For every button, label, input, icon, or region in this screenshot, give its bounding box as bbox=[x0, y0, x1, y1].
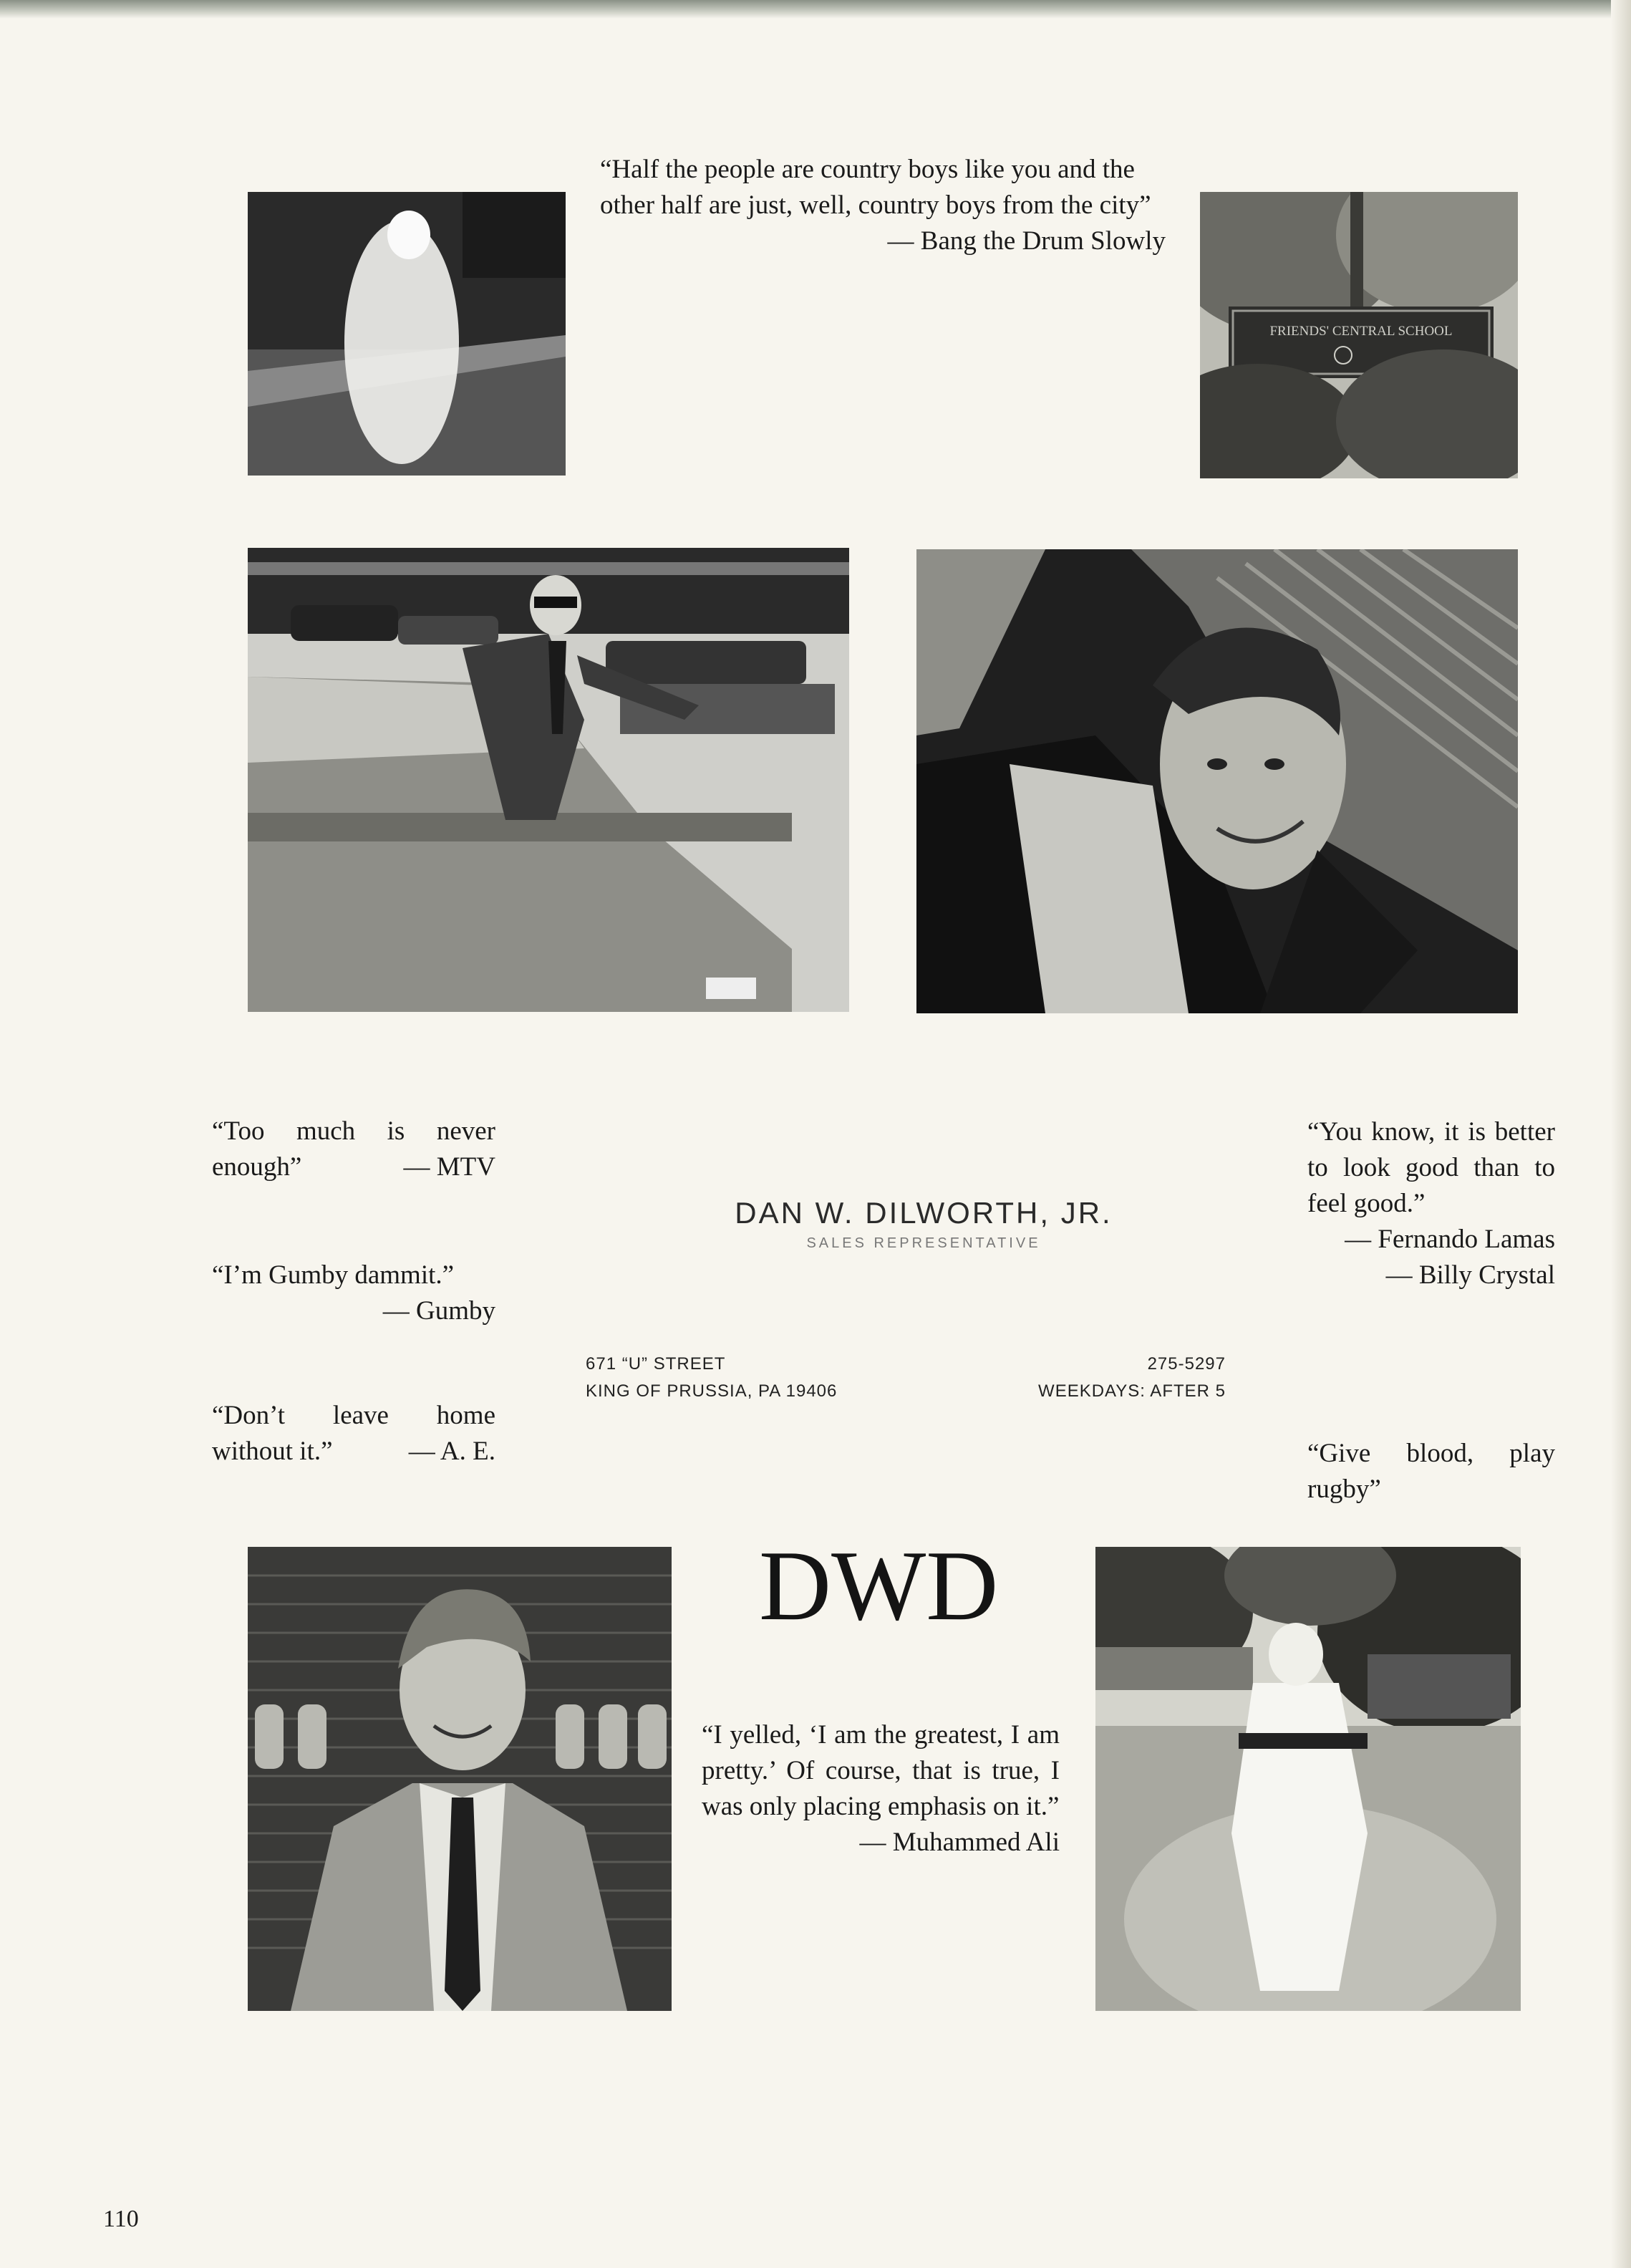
top-quote-attribution: — Bang the Drum Slowly bbox=[887, 226, 1166, 256]
right-quote-1-attribution-2: — Billy Crystal bbox=[1385, 1260, 1555, 1290]
business-card-contact bbox=[931, 1351, 1226, 1405]
left-quote-2 bbox=[212, 1258, 495, 1329]
business-card-hours: WEEKDAYS: AFTER 5 bbox=[1038, 1381, 1226, 1401]
business-card-phone: 275-5297 bbox=[1147, 1354, 1226, 1374]
left-quote-1-text: “Too much is never enough” bbox=[212, 1116, 495, 1182]
overexposed-person-photo bbox=[248, 192, 566, 476]
top-quote bbox=[600, 152, 1166, 259]
right-quote-1 bbox=[1307, 1114, 1555, 1293]
initials-heading: DWD bbox=[759, 1530, 999, 1641]
right-quote-2-text: “Give blood, play rugby” bbox=[1307, 1439, 1555, 1504]
page-number: 110 bbox=[103, 2206, 139, 2232]
left-quote-3 bbox=[212, 1398, 495, 1470]
bottom-quote-text: “I yelled, ‘I am the greatest, I am pretty.’ Of course, that is true, I was only placing emphasis on it.” bbox=[702, 1720, 1060, 1821]
left-quote-2-text: “I’m Gumby dammit.” bbox=[212, 1260, 455, 1290]
business-card-address-line2: KING OF PRUSSIA, PA 19406 bbox=[586, 1381, 838, 1401]
man-leaning-on-car-photo bbox=[248, 548, 849, 1012]
school-sign-text: FRIENDS' CENTRAL SCHOOL bbox=[1269, 324, 1453, 339]
school-sign-photo bbox=[1200, 192, 1518, 478]
left-quote-3-attribution: — A. E. bbox=[408, 1437, 495, 1466]
right-quote-1-attribution-1: — Fernando Lamas bbox=[1345, 1225, 1555, 1254]
left-quote-3-text: “Don’t leave home without it.” bbox=[212, 1401, 495, 1466]
smiling-student-closeup-photo bbox=[916, 549, 1518, 1013]
business-card-address-line1: 671 “U” STREET bbox=[586, 1354, 726, 1374]
bottom-quote-attribution: — Muhammed Ali bbox=[859, 1828, 1060, 1857]
left-quote-2-attribution: — Gumby bbox=[382, 1296, 495, 1326]
page-right-edge bbox=[1611, 0, 1631, 2268]
left-quote-1 bbox=[212, 1114, 495, 1185]
right-quote-2 bbox=[1307, 1436, 1555, 1507]
page-top-edge bbox=[0, 0, 1631, 19]
business-card-name: DAN W. DILWORTH, JR. bbox=[735, 1196, 1113, 1230]
person-in-park-photo bbox=[1095, 1547, 1521, 2011]
portrait-brick-wall-photo bbox=[248, 1547, 672, 2011]
right-quote-1-text: “You know, it is better to look good than to feel good.” bbox=[1307, 1117, 1555, 1218]
left-quote-1-attribution: — MTV bbox=[403, 1152, 495, 1182]
business-card-title: SALES REPRESENTATIVE bbox=[806, 1235, 1041, 1251]
top-quote-text: “Half the people are country boys like you and the other half are just, well, country boys from the city” bbox=[600, 155, 1151, 220]
business-card-address bbox=[586, 1351, 837, 1405]
bottom-quote bbox=[702, 1717, 1060, 1861]
